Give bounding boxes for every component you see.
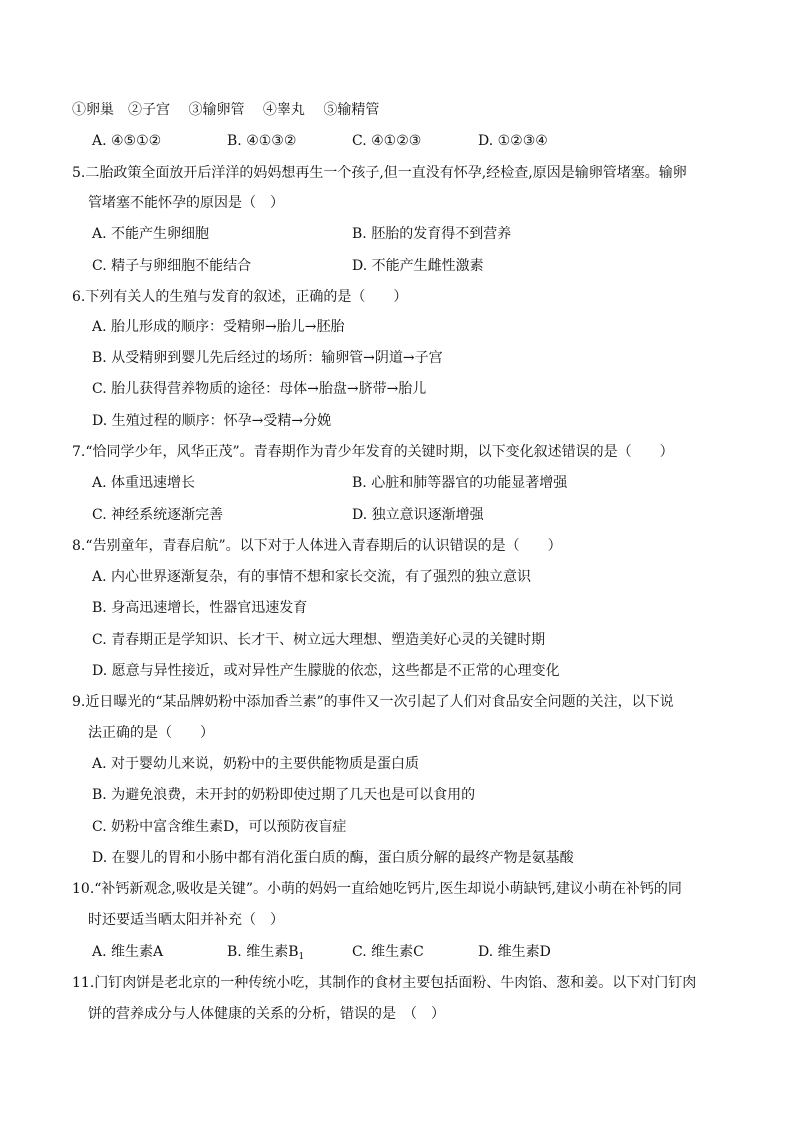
question-11-stem: 11.门钉肉饼是老北京的一种传统小吃，其制作的食材主要包括面粉、牛肉馅、葱和姜。以下对门钉肉: [72, 975, 697, 991]
q6-option-c: C. 胎儿获得营养物质的途径：母体→胎盘→脐带→胎儿: [92, 381, 427, 397]
q7-option-c: C. 神经系统逐渐完善: [92, 507, 224, 523]
q6-option-b: B. 从受精卵到婴儿先后经过的场所：输卵管→阴道→子宫: [92, 350, 443, 366]
q9-option-c: C. 奶粉中富含维生素D，可以预防夜盲症: [92, 819, 347, 835]
question-5-stem-cont: 管堵塞不能怀孕的原因是（ ）: [88, 195, 284, 211]
q7-option-d: D. 独立意识逐渐增强: [352, 507, 484, 523]
question-6-stem: 6.下列有关人的生殖与发育的叙述，正确的是（ ）: [72, 289, 408, 305]
q10-option-b-text: B. 维生素B: [227, 944, 299, 960]
question-8-stem: 8.“告别童年，青春启航”。以下对于人体进入青春期后的认识错误的是（ ）: [72, 538, 562, 554]
question-10-stem-cont: 时还要适当晒太阳并补充（ ）: [88, 912, 284, 928]
q4-option-d: D. ①②③④: [478, 133, 548, 149]
q5-option-d: D. 不能产生雌性激素: [352, 258, 484, 274]
question-11-stem-cont: 饼的营养成分与人体健康的关系的分析，错误的是 （ ）: [88, 1006, 445, 1022]
q6-option-a: A. 胎儿形成的顺序：受精卵→胎儿→胚胎: [92, 319, 345, 335]
q5-option-c: C. 精子与卵细胞不能结合: [92, 258, 252, 274]
question-9-stem-cont: 法正确的是（ ）: [88, 725, 214, 741]
q9-option-b: B. 为避免浪费，未开封的奶粉即使过期了几天也是可以食用的: [92, 787, 476, 803]
q10-option-d: D. 维生素D: [478, 944, 551, 960]
q10-option-b: [227, 942, 304, 967]
q9-option-a: A. 对于婴幼儿来说，奶粉中的主要供能物质是蛋白质: [92, 756, 420, 772]
organ-list: ①卵巢 ②子宫 ③输卵管 ④睾丸 ⑤输精管: [72, 102, 380, 118]
q6-option-d: D. 生殖过程的顺序：怀孕→受精→分娩: [92, 413, 332, 429]
q8-option-a: A. 内心世界逐渐复杂，有的事情不想和家长交流，有了强烈的独立意识: [92, 569, 532, 585]
question-10-stem: 10.“补钙新观念,吸收是关键”。小萌的妈妈一直给她吃钙片,医生却说小萌缺钙,建议小萌在补钙的同: [72, 881, 682, 897]
question-5-stem: 5.二胎政策全面放开后洋洋的妈妈想再生一个孩子,但一直没有怀孕,经检查,原因是输卵管堵塞。输卵: [72, 165, 687, 181]
q7-option-b: B. 心脏和肺等器官的功能显著增强: [352, 475, 568, 491]
q10-option-a: A. 维生素A: [92, 944, 164, 960]
q10-option-b-subscript: 1: [298, 952, 305, 962]
q4-option-a: A. ④⑤①②: [92, 133, 162, 149]
q8-option-d: D. 愿意与异性接近，或对异性产生朦胧的依恋，这些都是不正常的心理变化: [92, 663, 560, 679]
q8-option-c: C. 青春期正是学知识、长才干、树立远大理想、塑造美好心灵的关键时期: [92, 632, 546, 648]
question-9-stem: 9.近日曝光的“某品牌奶粉中添加香兰素”的事件又一次引起了人们对食品安全问题的关注，以下说: [72, 694, 674, 710]
q8-option-b: B. 身高迅速增长，性器官迅速发育: [92, 600, 308, 616]
question-7-stem: 7.“恰同学少年，风华正茂”。青春期作为青少年发育的关键时期，以下变化叙述错误的是（ ）: [72, 444, 674, 460]
q9-option-d: D. 在婴儿的胃和小肠中都有消化蛋白质的酶，蛋白质分解的最终产物是氨基酸: [92, 850, 574, 866]
q4-option-b: B. ④①③②: [227, 133, 297, 149]
q5-option-a: A. 不能产生卵细胞: [92, 226, 210, 242]
q7-option-a: A. 体重迅速增长: [92, 475, 196, 491]
q5-option-b: B. 胚胎的发育得不到营养: [352, 226, 512, 242]
q4-option-c: C. ④①②③: [352, 133, 422, 149]
q10-option-c: C. 维生素C: [352, 944, 424, 960]
